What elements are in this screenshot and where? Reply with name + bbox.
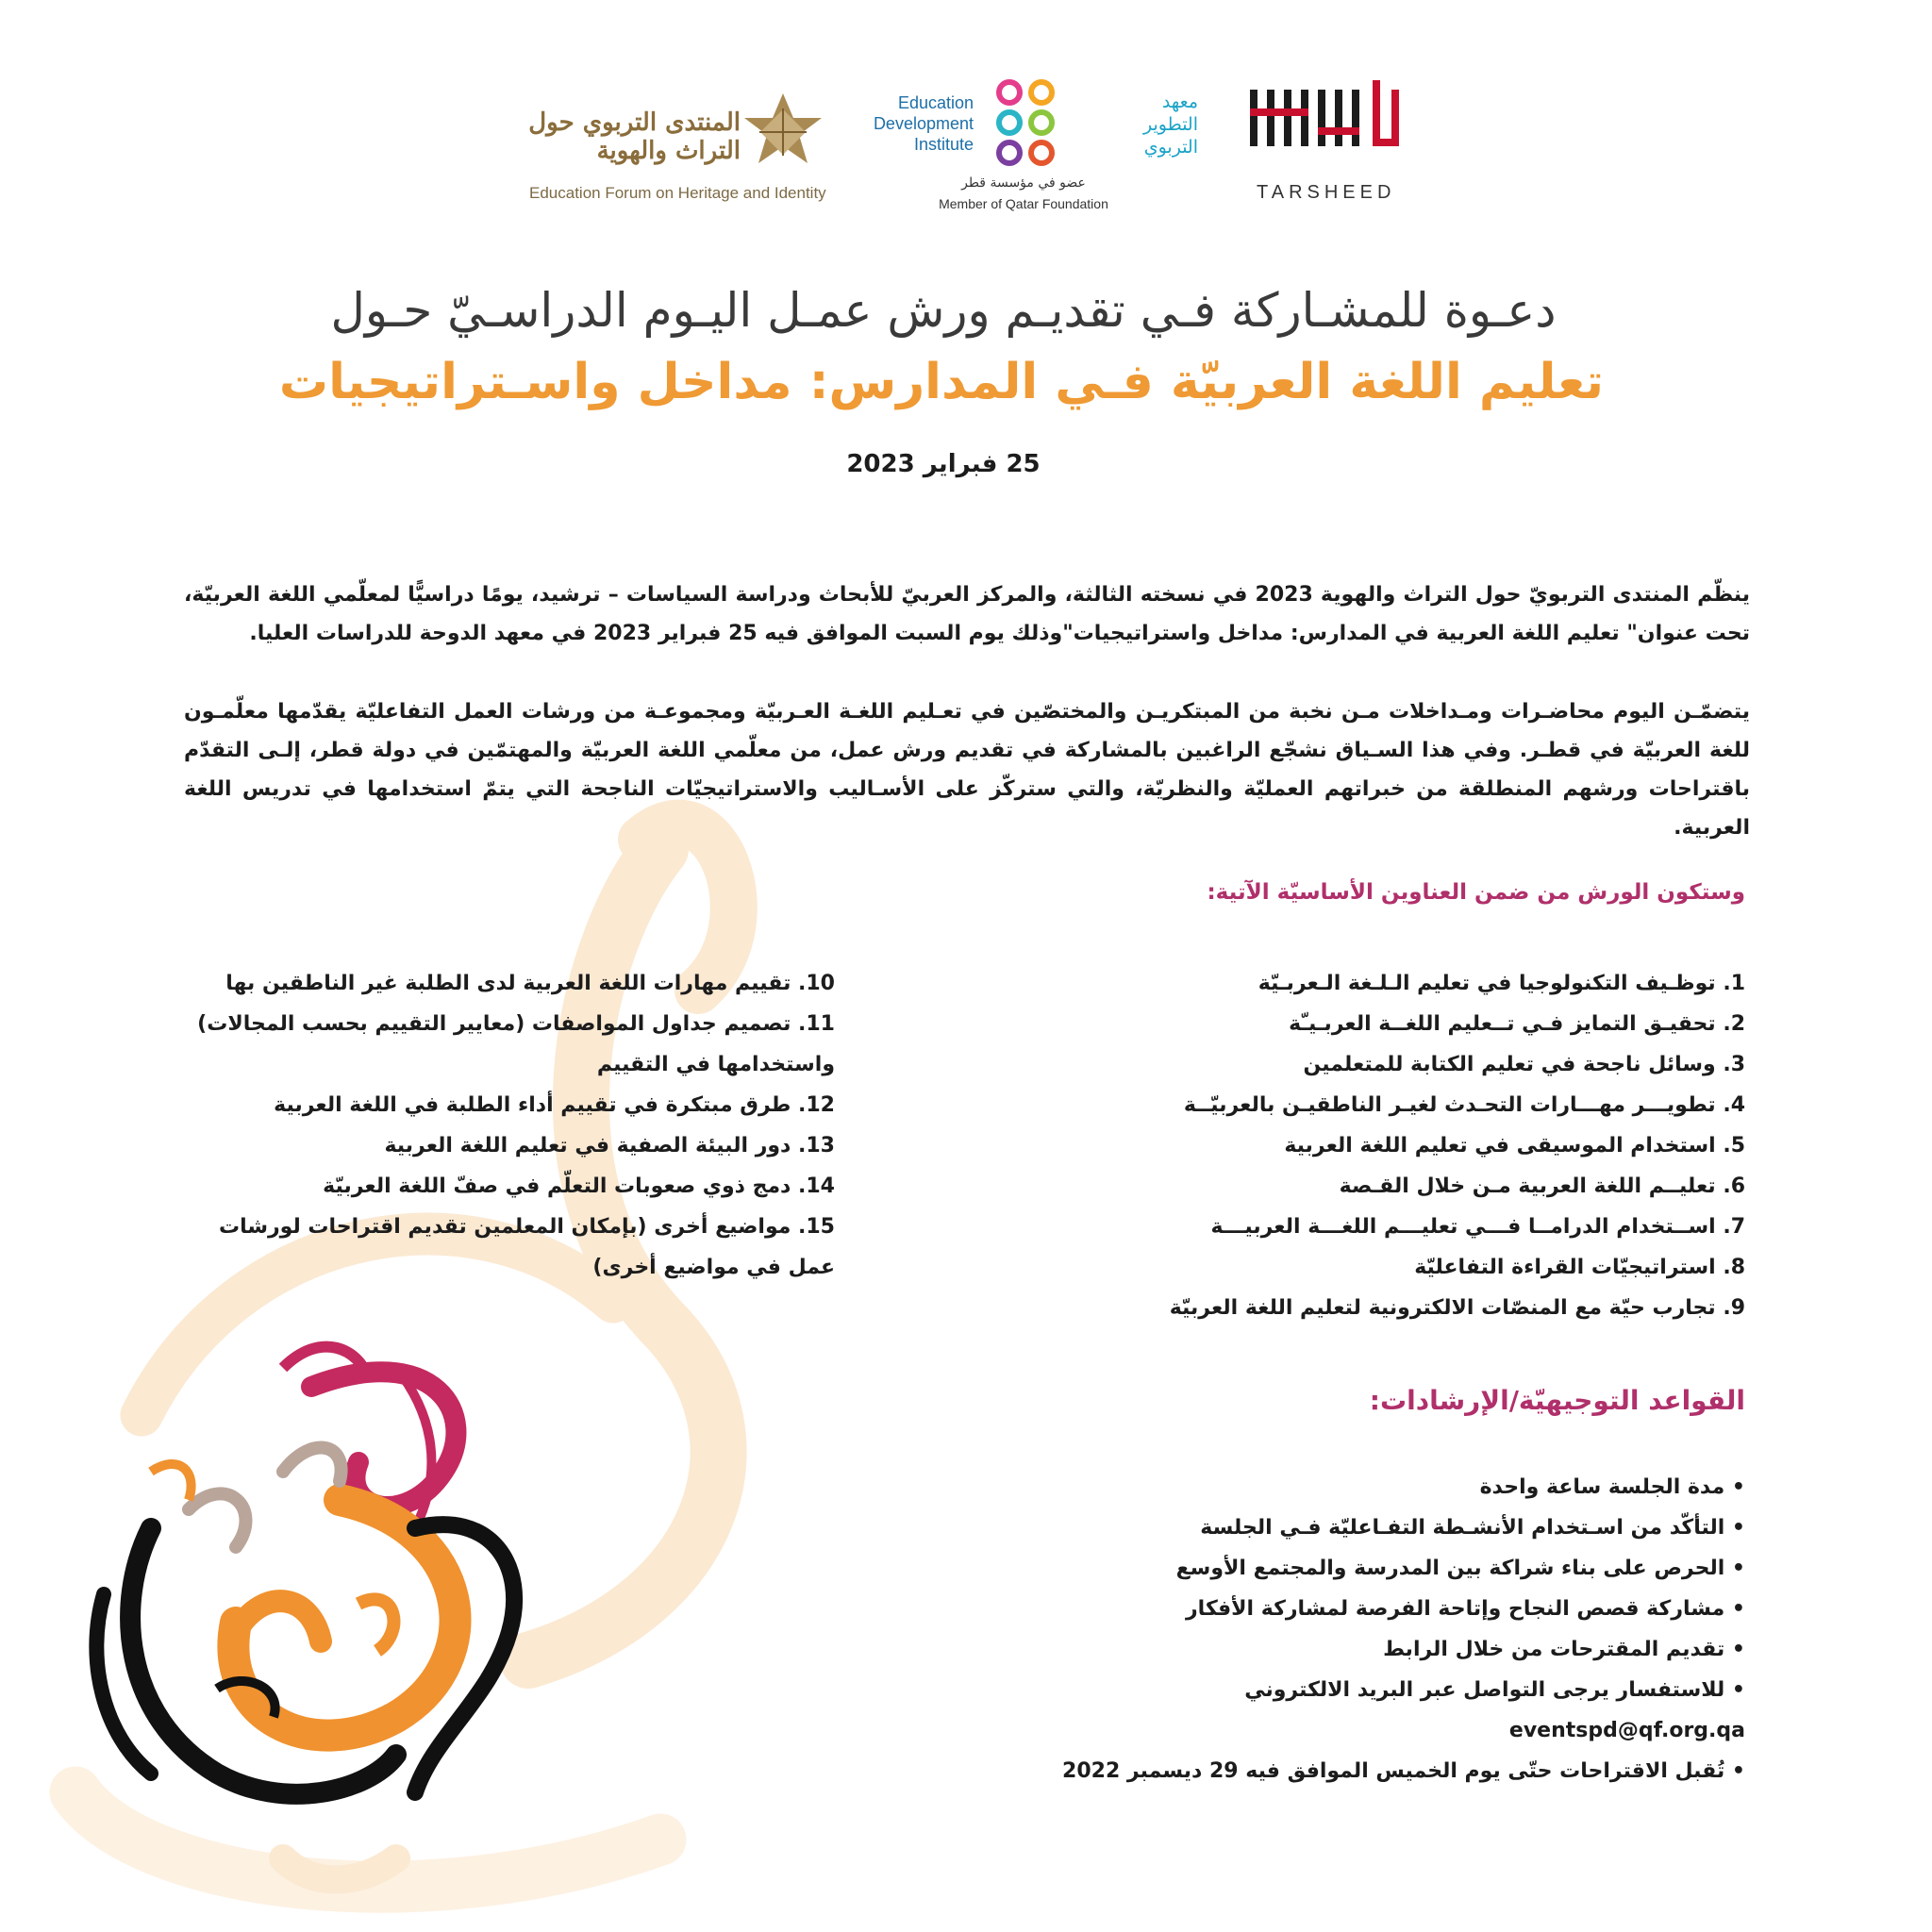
list-item: 8. استراتيجيّات القراءة التفاعليّة (1414, 1256, 1745, 1279)
edi-name-en (858, 92, 974, 155)
event-date: 25 فبراير 2023 (846, 450, 1041, 478)
edi-name-ar-line: التربوي (1143, 137, 1198, 158)
list-item-deadline: • تُقبل الاقتراحات حتّى يوم الخميس الموافق فيه 29 ديسمبر 2022 (943, 1751, 1745, 1791)
list-item: 3. وسائل ناجحة في تعليم الكتابة للمتعلمين (1303, 1053, 1745, 1076)
calligraphy-stroke (189, 1493, 245, 1547)
forum-logo (524, 90, 825, 208)
edi-member-en: Member of Qatar Foundation (939, 196, 1108, 211)
list-item: 5. استخدام الموسيقى في تعليم اللغة العربية (1284, 1134, 1745, 1158)
page-subtitle: تعليم اللغة العربيّة فـي المدارس: مداخل واسـتراتيجيات (278, 354, 1604, 410)
page-title: دعـوة للمشـاركة فـي تقديـم ورش عمـل اليـوم الدراسـيّ حـول (330, 283, 1557, 338)
edi-name-en-line: Institute (913, 135, 974, 154)
edi-emblem-icon (989, 77, 1064, 168)
workshop-topics-list (943, 963, 1745, 1328)
list-item: • للاستفسار يرجى التواصل عبر البريد الالكتروني (943, 1670, 1745, 1710)
calligraphy-stroke (283, 1448, 341, 1481)
forum-emblem-icon (741, 90, 825, 175)
list-item: 4. تطويـــر مهـــارات التحـدث لغيـر الناطقيـن بالعربيّــة (1183, 1093, 1745, 1117)
list-item: 15. مواضيع أخرى (بإمكان المعلمين تقديم اقتراحات لورشات عمل في مواضيع أخرى) (219, 1215, 835, 1279)
list-item: • التأكّد من اسـتخدام الأنشـطة التفـاعليّة فـي الجلسة (943, 1507, 1745, 1548)
tarsheed-name: TARSHEED (1257, 182, 1396, 203)
forum-name-ar: المنتدى التربوي حول التراث والهوية (528, 108, 741, 165)
edi-name-en-line: Development (873, 114, 974, 133)
intro-paragraph: يتضمّـن اليوم محاضـرات ومـداخلات مـن نخبة من المبتكريـن والمختصّين في تعـليم اللغـة العـربيّة ومجموعـة من ورشات العمل التفاعليّة يقدّمها معلّمـون للغة العربيّة في قطـر. وفي هذا السـياق نشجّع الراغبين بالمشاركة في تقديم ورش عمل، من معلّمي اللغة العربيّة والمهتمّين في دولة قطر، إلـى التقدّم باقتراحات ورشهم المنطلقة من خبراتهم العمليّة والنظريّة، والتي ستركّز على الأسـاليب والاستراتيجيّات الناجحة التي يتمّ استخدامها في تدريس اللغة العربية. (184, 700, 1750, 840)
calligraphy-stroke (151, 1464, 192, 1500)
forum-name-en: Education Forum on Heritage and Identity (529, 184, 826, 202)
tarsheed-emblem-icon (1250, 80, 1429, 165)
list-item: • الحرص على بناء شراكة بين المدرسة والمجتمع الأوسع (943, 1548, 1745, 1589)
edi-name-en-line: Education (897, 93, 974, 112)
tarsheed-logo (1236, 80, 1424, 208)
guidelines-heading: القواعد التوجيهيّة/الإرشادات: (1369, 1385, 1745, 1416)
guidelines-list (943, 1467, 1745, 1791)
edi-name-ar (1075, 91, 1198, 158)
list-item: 1. توظـيف التكنولوجيا في تعليم الـلـغة الـعربـيّة (1257, 972, 1745, 995)
intro-paragraph: ينظّم المنتدى التربويّ حول التراث والهوية 2023 في نسخته الثالثة، والمركز العربيّ للأبحاث ودراسة السياسات – ترشيد، يومًا دراسيًّا لمعلّمي اللغة العربيّة، تحت عنوان" تعليم اللغة العربية في المدارس: مداخل واستراتيجيات"وذلك يوم السبت الموافق فيه 25 فبراير 2023 في معهد الدوحة للدراسات العليا. (184, 583, 1750, 645)
list-item: • تقديم المقترحات من خلال الرابط (943, 1629, 1745, 1670)
edi-name-ar-line: معهد (1161, 92, 1198, 112)
list-item: 6. تعليــم اللغة العربية مـن خلال القـصة (1339, 1174, 1745, 1198)
edi-member-ar: عضو في مؤسسة قطر (961, 175, 1086, 191)
list-item: 12. طرق مبتكرة في تقييم أداء الطلبة في اللغة العربية (274, 1093, 835, 1117)
list-item: 11. تصميم جداول المواصفات (معايير التقييم بحسب المجالات) واستخدامها في التقييم (197, 1012, 835, 1076)
calligraphy-stroke (358, 1599, 393, 1651)
list-item: 9. تجارب حيّة مع المنصّات الالكترونية لتعليم اللغة العربيّة (1169, 1296, 1745, 1320)
list-item: 13. دور البيئة الصفية في تعليم اللغة العربية (384, 1134, 835, 1158)
workshop-topics-list-continued (184, 963, 835, 1288)
edi-logo (858, 74, 1198, 215)
calligraphy-stroke (130, 1528, 396, 1794)
edi-name-ar-line: التطوير (1143, 114, 1198, 135)
list-item: 7. اســتخدام الدرامــا فـــي تعليـــم اللغـــة العربيـــة (1210, 1215, 1745, 1239)
list-item: • مشاركة قصص النجاح وإتاحة الفرصة لمشاركة الأفكار (943, 1589, 1745, 1629)
list-item: 10. تقييم مهارات اللغة العربية لدى الطلبة غير الناطقين بها (225, 972, 835, 995)
list-item: 14. دمج ذوي صعوبات التعلّم في صفّ اللغة العربيّة (323, 1174, 835, 1198)
workshops-heading: وستكون الورش من ضمن العناوين الأساسيّة الآتية: (1207, 880, 1745, 905)
list-item: 2. تحقيـق التمايز فـي تــعليم اللغــة العربـيـّة (1289, 1012, 1745, 1036)
contact-email[interactable]: eventspd@qf.org.qa (1508, 1719, 1745, 1742)
list-item: • مدة الجلسة ساعة واحدة (943, 1467, 1745, 1507)
